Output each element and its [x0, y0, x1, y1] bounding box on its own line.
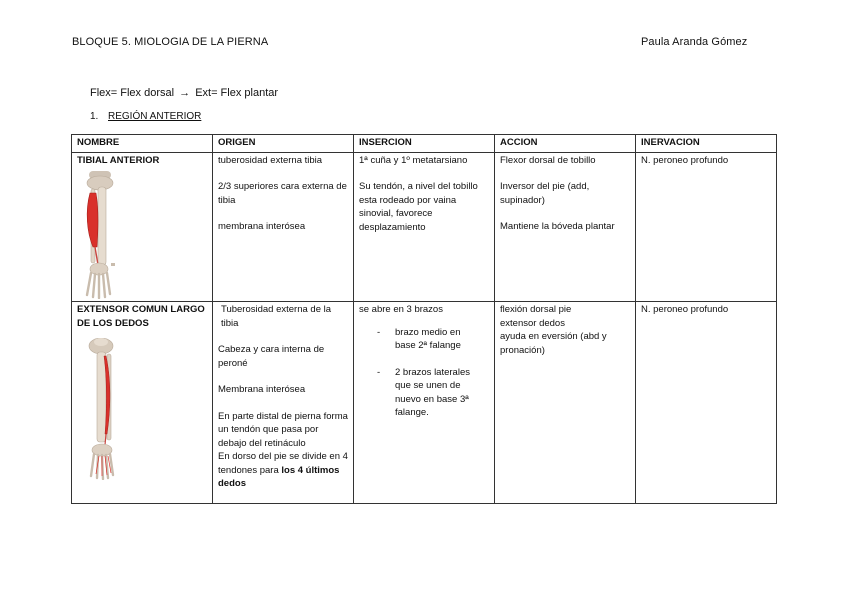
origen-line: membrana interósea	[218, 221, 306, 232]
cell-insercion	[354, 152, 495, 302]
inervacion-text: N. peroneo profundo	[641, 154, 729, 166]
insercion-line: Su tendón, a nivel del tobillo esta rodeado por vaina sinovial, favorece desplazamiento	[359, 181, 478, 233]
cell-origen	[213, 302, 354, 504]
accion-line: Flexor dorsal de tobillo	[500, 154, 596, 166]
table-header-row	[72, 135, 777, 153]
origen-bold-text: los 4 últimos dedos	[218, 464, 340, 489]
accion-line: ayuda en eversión (abd y pronación)	[500, 331, 607, 356]
origen-line: Membrana interósea	[218, 384, 306, 395]
insercion-list	[359, 326, 489, 420]
cell-nombre	[72, 152, 213, 302]
cell-insercion	[354, 302, 495, 504]
document-header-author: Paula Aranda Gómez	[641, 36, 748, 48]
cell-origen	[213, 152, 354, 302]
header-insercion: INSERCION	[354, 135, 495, 153]
accion-line: extensor dedos	[500, 317, 565, 329]
list-item: - 2 brazos laterales que se unen de nuevo en base 3ª falange.	[359, 366, 489, 420]
inervacion-text: N. peroneo profundo	[641, 304, 729, 315]
table-row	[72, 152, 777, 302]
origen-text: En dorso del pie se divide en 4 tendones para	[218, 451, 348, 476]
accion-line: Inversor del pie (add, supinador)	[500, 181, 590, 206]
cell-inervacion	[636, 152, 777, 302]
origen-line: Cabeza y cara interna de peroné	[218, 344, 325, 369]
header-nombre: NOMBRE	[72, 135, 213, 153]
section-title: REGIÓN ANTERIOR	[108, 111, 202, 122]
cell-nombre	[72, 302, 213, 504]
insercion-line: se abre en 3 brazos	[359, 304, 443, 315]
origen-line: En parte distal de pierna forma un tendón que pasa por debajo del retináculo	[218, 410, 348, 449]
cell-inervacion	[636, 302, 777, 504]
origen-line: Tuberosidad externa de la tibia	[221, 304, 332, 329]
note-flex: Flex= Flex dorsal	[90, 87, 175, 99]
header-origen: ORIGEN	[213, 135, 354, 153]
document-header-title: BLOQUE 5. MIOLOGIA DE LA PIERNA	[72, 36, 269, 48]
note-ext: Ext= Flex plantar	[195, 87, 279, 99]
origen-line: 2/3 superiores cara externa de tibia	[218, 181, 347, 206]
section-number: 1.	[90, 111, 99, 122]
arrow-right-icon: →	[179, 87, 191, 99]
list-item: - brazo medio en base 2ª falange	[359, 326, 489, 353]
accion-line: flexión dorsal pie	[500, 304, 572, 315]
section-heading	[90, 111, 201, 122]
cell-accion	[495, 152, 636, 302]
flexion-note	[90, 87, 278, 99]
origen-line	[218, 450, 348, 491]
leg-tibial-anterior-illustration	[77, 171, 127, 299]
accion-line: Mantiene la bóveda plantar	[500, 221, 615, 232]
origen-line: tuberosidad externa tibia	[218, 154, 323, 166]
header-inervacion: INERVACION	[636, 135, 777, 153]
muscle-name: EXTENSOR COMUN LARGO DE LOS DEDOS	[77, 304, 205, 329]
cell-accion	[495, 302, 636, 504]
leg-extensor-comun-illustration	[77, 338, 127, 480]
table-row	[72, 302, 777, 504]
muscle-name: TIBIAL ANTERIOR	[77, 154, 160, 166]
header-accion: ACCION	[495, 135, 636, 153]
muscle-table	[71, 134, 777, 504]
insercion-line: 1ª cuña y 1º metatarsiano	[359, 154, 468, 166]
